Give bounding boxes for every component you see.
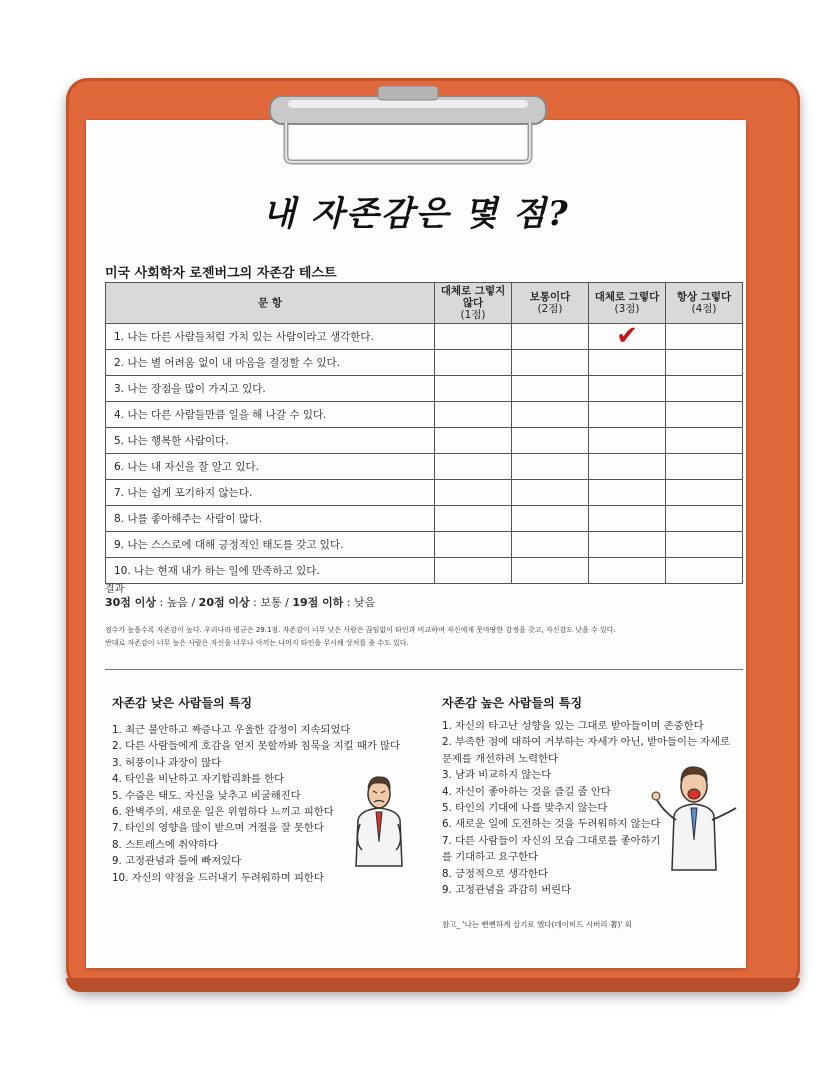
list-item: 6. 새로운 일에 도전하는 것을 두려워하지 않는다 <box>442 818 661 831</box>
answer-cell[interactable] <box>666 350 743 376</box>
list-item: 9. 고정관념과 틀에 빠져있다 <box>112 855 242 868</box>
sad-man-illustration <box>352 772 406 872</box>
list-item: 10. 자신의 약점을 드러내기 두려워하며 피한다 <box>112 871 324 884</box>
answer-cell[interactable] <box>666 402 743 428</box>
page-title: 내 자존감은 몇 점? <box>262 194 570 234</box>
answer-cell[interactable] <box>435 376 512 402</box>
table-row <box>106 558 743 584</box>
answer-cell[interactable] <box>589 376 666 402</box>
answer-cell[interactable] <box>512 428 589 454</box>
answer-cell[interactable] <box>666 558 743 584</box>
question-cell: 3. 나는 장점을 많이 가지고 있다. <box>106 376 435 402</box>
answer-cell[interactable] <box>589 480 666 506</box>
answer-cell[interactable] <box>589 428 666 454</box>
table-row <box>106 376 743 402</box>
answer-cell[interactable] <box>512 350 589 376</box>
answer-cell[interactable] <box>589 558 666 584</box>
answer-cell[interactable] <box>512 324 589 350</box>
option-column-header: 항상 그렇다 (4점) <box>666 283 743 324</box>
option-column-header: 대체로 그렇다 (3점) <box>589 283 666 324</box>
question-cell: 2. 나는 별 어려움 없이 내 마음을 결정할 수 있다. <box>106 350 435 376</box>
answer-cell[interactable] <box>666 324 743 350</box>
table-header-row <box>106 283 743 324</box>
list-item: 3. 남과 비교하지 않는다 <box>442 769 552 782</box>
answer-cell[interactable] <box>666 506 743 532</box>
question-cell: 5. 나는 행복한 사람이다. <box>106 428 435 454</box>
answer-cell[interactable] <box>512 454 589 480</box>
result-scale: 30점 이상 : 높음 / 20점 이상 : 보통 / 19점 이하 : 낮음 <box>105 596 376 609</box>
answer-cell[interactable] <box>512 532 589 558</box>
answer-cell[interactable] <box>512 558 589 584</box>
answer-cell[interactable] <box>512 506 589 532</box>
answer-cell[interactable] <box>589 532 666 558</box>
table-row <box>106 506 743 532</box>
reference-note: 참고_ '나는 뻔뻔하게 살기로 했다(데이비드 시버리 著)' 외 <box>442 920 633 929</box>
clipboard-edge <box>66 978 800 992</box>
answer-cell[interactable] <box>589 321 666 351</box>
happy-man-illustration <box>648 758 740 874</box>
answer-cell[interactable] <box>589 402 666 428</box>
answer-cell[interactable] <box>589 454 666 480</box>
answer-cell[interactable] <box>435 350 512 376</box>
result-label: 결과 <box>105 584 125 595</box>
list-item: 2. 부족한 점에 대하여 거부하는 자세가 아닌, 받아들이는 자세로 <box>442 736 730 749</box>
list-item: 4. 타인을 비난하고 자기합리화를 한다 <box>112 773 285 786</box>
answer-cell[interactable] <box>435 558 512 584</box>
question-cell: 6. 나는 내 자신을 잘 알고 있다. <box>106 454 435 480</box>
question-cell: 4. 나는 다른 사람들만큼 일을 해 나갈 수 있다. <box>106 402 435 428</box>
answer-cell[interactable] <box>512 376 589 402</box>
list-item: 7. 타인의 영향을 많이 받으며 거절을 잘 못한다 <box>112 822 324 835</box>
high-esteem-heading: 자존감 높은 사람들의 특징 <box>442 696 583 710</box>
list-item: 5. 타인의 기대에 나를 맞추지 않는다 <box>442 802 608 815</box>
list-item: 문제를 개선하려 노력한다 <box>442 752 558 765</box>
answer-cell[interactable] <box>666 428 743 454</box>
checkmark-icon: ✔ <box>616 321 638 351</box>
list-item: 1. 자신의 타고난 성향을 있는 그대로 받아들이며 존중한다 <box>442 720 704 732</box>
list-item: 8. 긍정적으로 생각한다 <box>442 867 548 880</box>
low-esteem-heading: 자존감 낮은 사람들의 특징 <box>112 696 253 710</box>
question-cell: 10. 나는 현재 내가 하는 일에 만족하고 있다. <box>106 558 435 584</box>
question-cell: 9. 나는 스스로에 대해 긍정적인 태도를 갖고 있다. <box>106 532 435 558</box>
answer-cell[interactable] <box>666 376 743 402</box>
table-row <box>106 428 743 454</box>
answer-cell[interactable] <box>666 454 743 480</box>
table-row <box>106 480 743 506</box>
answer-cell[interactable] <box>512 480 589 506</box>
metal-clip-icon <box>228 82 588 168</box>
question-cell: 7. 나는 쉽게 포기하지 않는다. <box>106 480 435 506</box>
list-item: 6. 완벽주의. 새로운 일은 위험하다 느끼고 피한다 <box>112 806 334 819</box>
answer-cell[interactable] <box>435 532 512 558</box>
list-item: 8. 스트레스에 취약하다 <box>112 838 218 851</box>
test-subtitle: 미국 사회학자 로젠버그의 자존감 테스트 <box>105 266 337 281</box>
answer-cell[interactable] <box>435 480 512 506</box>
answer-cell[interactable] <box>435 428 512 454</box>
table-row <box>106 532 743 558</box>
score-note: 점수가 높을수록 자존감이 높다. 우리나라 평균은 29.1점. 자존감이 너무 낮은 사람은 끊임없이 타인과 비교하며 자신에게 못마땅한 감정을 갖고, 자신감도 낮을 수 있다. 반대로 자존감이 너무 높은 사람은 자신을 너무나 아끼는 나머지 타인을 무시해 상처를 줄 수도 있다. <box>105 626 616 647</box>
answer-cell[interactable] <box>666 532 743 558</box>
answer-cell[interactable] <box>589 506 666 532</box>
table-row <box>106 350 743 376</box>
list-item: 5. 수줍은 태도. 자신을 낮추고 비굴해진다 <box>112 789 301 802</box>
table-row <box>106 402 743 428</box>
option-column-header: 보통이다 (2점) <box>512 283 589 324</box>
question-cell: 8. 나를 좋아해주는 사람이 많다. <box>106 506 435 532</box>
list-item: 7. 다른 사람들이 자신의 모습 그대로를 좋아하기 <box>442 834 661 847</box>
answer-cell[interactable] <box>435 454 512 480</box>
answer-cell[interactable] <box>666 480 743 506</box>
list-item: 4. 자신이 좋아하는 것을 즐길 줄 안다 <box>442 785 611 798</box>
table-row <box>106 454 743 480</box>
answer-cell[interactable] <box>589 350 666 376</box>
answer-cell[interactable] <box>435 324 512 350</box>
self-esteem-test-table <box>105 282 743 584</box>
list-item: 3. 허풍이나 과장이 많다 <box>112 756 222 769</box>
section-divider <box>105 669 743 670</box>
list-item: 9. 고정관념을 과감히 버린다 <box>442 884 572 897</box>
list-item: 를 기대하고 요구한다 <box>442 851 539 864</box>
question-column-header: 문 항 <box>106 283 435 324</box>
answer-cell[interactable] <box>435 506 512 532</box>
question-cell: 1. 나는 다른 사람들처럼 가치 있는 사람이라고 생각한다. <box>106 324 435 350</box>
option-column-header: 대체로 그렇지 않다 (1점) <box>435 283 512 324</box>
answer-cell[interactable] <box>512 402 589 428</box>
answer-cell[interactable] <box>435 402 512 428</box>
table-row <box>106 324 743 350</box>
list-item: 2. 다른 사람들에게 호감을 얻지 못할까봐 침묵을 지킬 때가 많다 <box>112 740 400 753</box>
list-item: 1. 최근 불안하고 짜증나고 우울한 감정이 지속되었다 <box>112 724 351 736</box>
